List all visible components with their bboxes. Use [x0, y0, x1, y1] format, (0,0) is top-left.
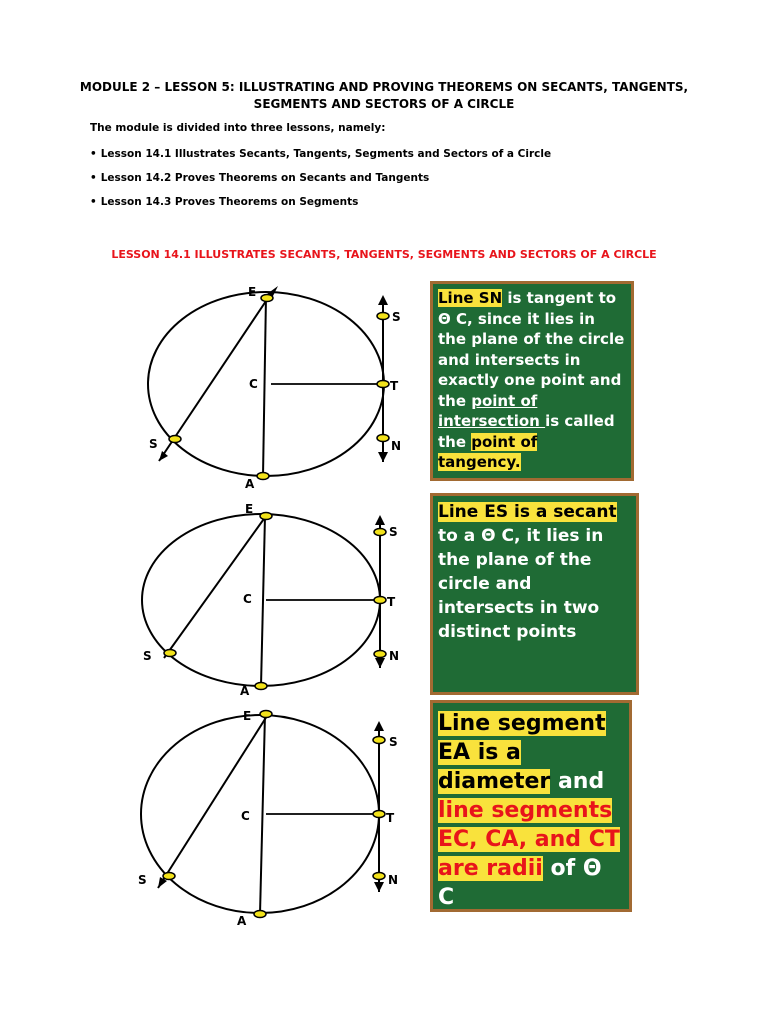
label-c: C	[241, 809, 250, 823]
module-title	[60, 79, 708, 113]
secant-definition: Line ES is a secant to a Θ C, it lies in the plane of the circle and intersects in two distinct points	[438, 502, 617, 642]
lesson-list-item	[90, 196, 358, 208]
circle-diagram-diameter	[126, 704, 428, 926]
segment-ea	[263, 296, 266, 476]
term-highlight: Line segment EA is a diameter	[438, 711, 606, 794]
label-t: T	[390, 379, 399, 393]
label-t: T	[386, 811, 395, 825]
radii-highlight: are radii	[438, 856, 543, 881]
circle-diagram-tangent	[126, 278, 428, 490]
label-c: C	[243, 592, 252, 606]
point-upper	[377, 313, 389, 320]
term-highlight: Line ES is a secant	[438, 502, 617, 522]
diameter-definition: Line segment EA is a diameter and line segments EC, CA, and CT are radii of Θ C	[438, 711, 620, 910]
lesson-heading: LESSON 14.1 ILLUSTRATES SECANTS, TANGENTS, SEGMENTS AND SECTORS OF A CIRCLE	[111, 248, 657, 261]
label-s: S	[138, 873, 147, 887]
arrowhead-icon	[374, 721, 384, 731]
point-lower	[373, 873, 385, 880]
chalkboard-tangent	[430, 281, 634, 481]
point-upper	[373, 737, 385, 744]
bullet-icon: •	[90, 148, 97, 160]
chalkboard-secant	[430, 493, 639, 695]
label-e: E	[248, 285, 257, 299]
point-e	[260, 711, 272, 718]
point-lower	[374, 651, 386, 658]
tangent-definition: Line SN is tangent to Θ C, since it lies in the plane of the circle and intersects in exactly one point and the point of intersection is called the point of tangency.	[438, 289, 625, 471]
label-bottom: N	[388, 873, 399, 887]
label-top: S	[389, 735, 398, 749]
lesson-item-label: Lesson 14.1 Illustrates Secants, Tangents, Segments and Sectors of a Circle	[100, 148, 552, 160]
point-a	[257, 473, 269, 480]
label-e: E	[245, 502, 254, 516]
label-t: T	[387, 595, 396, 609]
line-es	[158, 716, 267, 888]
module-intro: The module is divided into three lessons, namely:	[90, 122, 386, 134]
chalkboard-diameter	[430, 700, 632, 912]
radii-highlight: line segments EC, CA, and CT	[438, 798, 620, 852]
label-bottom: N	[391, 439, 402, 453]
bullet-icon: •	[90, 196, 97, 208]
arrowhead-icon	[378, 452, 388, 462]
label-e: E	[243, 709, 252, 723]
point-of-intersection-term: point of intersection	[438, 391, 546, 430]
term-highlight: Line SN	[438, 289, 503, 307]
arrowhead-icon	[374, 882, 384, 892]
point-upper	[374, 529, 386, 536]
arrowhead-icon	[375, 515, 385, 525]
label-a: A	[237, 914, 247, 926]
point-a	[254, 911, 266, 918]
arrowhead-icon	[159, 451, 168, 461]
circle-diagram-secant	[126, 498, 428, 696]
lesson-list-item	[90, 172, 429, 184]
lesson-list-item	[90, 148, 551, 160]
label-a: A	[245, 477, 255, 490]
point-lower	[377, 435, 389, 442]
point-t	[373, 811, 385, 818]
segment-ea	[260, 714, 265, 914]
lesson-item-label: Lesson 14.2 Proves Theorems on Secants and Tangents	[100, 172, 430, 184]
point-a	[255, 683, 267, 690]
lesson-item-label: Lesson 14.3 Proves Theorems on Segments	[100, 196, 359, 208]
label-top: S	[389, 525, 398, 539]
module-title-line2: SEGMENTS AND SECTORS OF A CIRCLE	[253, 97, 515, 111]
point-of-tangency-term: point of tangency.	[438, 432, 538, 471]
arrowhead-icon	[375, 658, 385, 668]
point-s	[164, 650, 176, 657]
module-title-line1: MODULE 2 – LESSON 5: ILLUSTRATING AND PROVING THEOREMS ON SECANTS, TANGENTS,	[79, 80, 689, 94]
segment-ea	[261, 516, 265, 686]
label-s: S	[143, 649, 152, 663]
label-bottom: N	[389, 649, 400, 663]
label-c: C	[249, 377, 258, 391]
point-s	[169, 436, 181, 443]
point-t	[377, 381, 389, 388]
label-s: S	[149, 437, 158, 451]
label-a: A	[240, 684, 250, 696]
arrowhead-icon	[378, 295, 388, 305]
point-s	[163, 873, 175, 880]
point-e	[261, 295, 273, 302]
bullet-icon: •	[90, 172, 97, 184]
label-top: S	[392, 310, 401, 324]
point-t	[374, 597, 386, 604]
point-e	[260, 513, 272, 520]
